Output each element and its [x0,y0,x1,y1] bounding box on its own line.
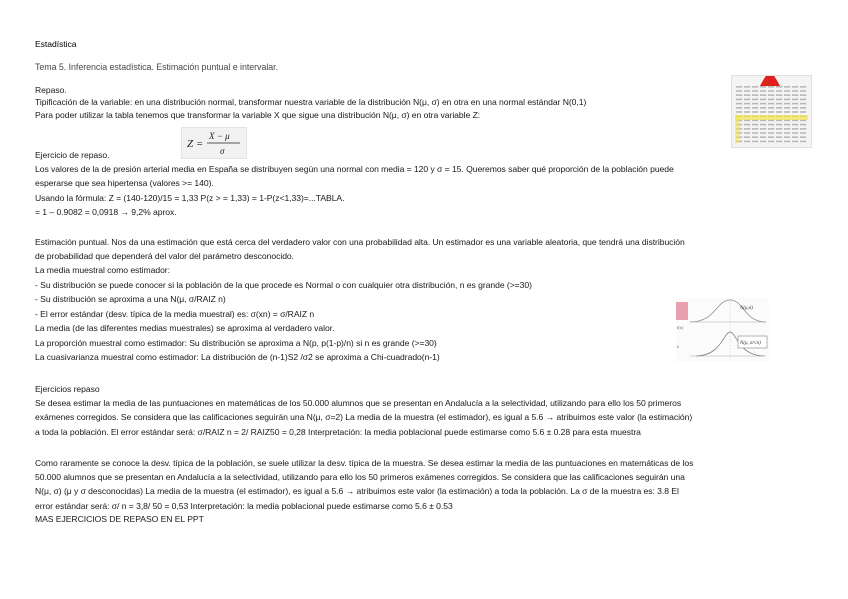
table-cell [800,90,806,92]
table-cell [784,132,790,134]
table-cell [784,107,790,109]
red-bar-icon [676,302,688,320]
exercise3-line-4: error estándar será: σ/ n = 3,8/ 50 = 0,53 Interpretación: la media poblacional puede estimarse como 5.6 ± 0.53 [35,501,453,511]
table-cell [792,94,798,96]
table-cell [800,94,806,96]
estimation-line-2: de probabilidad que dependerá del valor del parámetro desconocido. [35,251,294,261]
bell-label-box: N(μ, σ/√n) [740,341,761,346]
table-cell [776,132,782,134]
estimation-line-6: - El error estándar (desv. típica de la media muestral) es: σ(xn) = σ/RAIZ n [35,309,315,319]
table-cell [776,136,782,138]
table-cell [752,99,758,101]
exercise3-line-5: MAS EJERCICIOS DE REPASO EN EL PPT [35,514,204,524]
table-cell [784,86,790,88]
table-cell [744,132,750,134]
table-cell [784,90,790,92]
table-cell [744,136,750,138]
review-line-2: Para poder utilizar la tabla tenemos que transformar la variable X que sigue una distribución N(μ, σ) en otra variable Z: [35,110,481,120]
table-cell [752,107,758,109]
table-cell [736,103,742,105]
table-cell [776,111,782,113]
table-cell [752,141,758,143]
table-cell [760,132,766,134]
table-cell [800,128,806,130]
table-cell [760,111,766,113]
table-cell [752,128,758,130]
table-cell [768,86,774,88]
table-cell [768,90,774,92]
table-cell [768,107,774,109]
exercise3-line-2: 50.000 alumnos que se presentan en Andalucía a la selectividad, utilizando para ello los 50 primeros exámenes corregidos. Se considera que las calificaciones seguirán una [35,472,685,482]
table-cell [768,128,774,130]
table-cell [752,111,758,113]
table-cell [800,141,806,143]
table-cell [792,90,798,92]
estimation-line-4: - Su distribución se puede conocer si la población de la que procede es Normal o con cualquier otra distribución, n es grande (>=30) [35,280,532,290]
standardization-formula [181,127,247,159]
table-cell [752,103,758,105]
table-cell [784,111,790,113]
table-cell [792,132,798,134]
table-cell [792,99,798,101]
exercises2-line-2: exámenes corregidos. Se considera que las calificaciones seguirán una N(μ, σ=2) La media de la muestra (el estimador), es igual a 5.6 → atribuimos este valor (la estimación) [35,412,693,422]
table-peak-icon [760,76,780,86]
exercises2-line-3: a toda la población. El error estándar será: σ/RAIZ n = 2/ RAIZ50 = 0,28 Interpretación: la media poblacional puede estimarse como 5.6 ± 0.28 para esta muestra [35,427,641,437]
estimation-line-1: Estimación puntual. Nos da una estimación que está cerca del verdadero valor con una probabilidad alta. Un estimador es una variable aleatoria, que tendrá una distribución [35,237,685,247]
sampling-distribution-image [676,298,769,362]
table-cell [744,90,750,92]
table-cell [744,124,750,126]
table-cell [744,111,750,113]
table-cell [792,128,798,130]
table-cell [768,132,774,134]
table-cell [800,136,806,138]
table-cell [744,86,750,88]
table-cell [744,128,750,130]
table-cell [768,103,774,105]
table-cell [776,90,782,92]
table-cell [760,128,766,130]
table-cell [768,136,774,138]
table-cell [752,86,758,88]
table-cell [792,103,798,105]
table-cell [792,86,798,88]
estimation-line-5: - Su distribución se aproxima a una N(μ, σ/RAIZ n) [35,294,226,304]
table-cell [776,128,782,130]
estimation-line-8: La proporción muestral como estimador: Su distribución se aproxima a N(p, p(1-p)/n) si n es grande (>=30) [35,338,437,348]
estimation-line-3: La media muestral como estimador: [35,265,170,275]
table-cell [744,103,750,105]
table-cell [768,141,774,143]
bell-label-top: N(μ,σ) [740,306,753,311]
exercise1-line-1: Los valores de la de presión arterial media en España se distribuyen según una normal con media = 120 y σ = 15. Queremos saber qué proporción de la población puede [35,164,674,174]
table-cell [736,94,742,96]
table-cell [800,111,806,113]
table-cell [784,94,790,96]
table-cell [760,90,766,92]
estimation-line-9: La cuasivarianza muestral como estimador: La distribución de (n-1)S2 /σ2 se aproxima a Chi-cuadrado(n-1) [35,352,440,362]
table-cell [736,90,742,92]
table-cell [776,86,782,88]
table-cell [800,107,806,109]
population-curve [690,300,766,322]
table-cell [760,103,766,105]
table-highlight-col [735,115,740,143]
table-cell [776,94,782,96]
table-cell [752,136,758,138]
table-cell [776,103,782,105]
table-cell [800,99,806,101]
table-cell [776,107,782,109]
table-cell [776,124,782,126]
bell-axis-bottom: x̄ [677,344,679,349]
exercise1-line-4: = 1 – 0.9082 = 0,0918 → 9,2% aprox. [35,207,177,217]
table-highlight-row [735,115,808,120]
table-cell [792,111,798,113]
exercise1-heading: Ejercicio de repaso. [35,150,110,160]
table-cell [744,99,750,101]
table-cell [784,141,790,143]
table-cell [760,141,766,143]
table-cell [736,86,742,88]
exercise1-line-2: esperarse que sea hipertensa (valores >= 140). [35,178,214,188]
table-cell [760,136,766,138]
formula-numerator: X − μ [209,131,230,141]
formula-denominator: σ [220,146,225,156]
table-cell [784,128,790,130]
table-cell [792,136,798,138]
table-cell [760,94,766,96]
exercise3-line-3: N(μ, σ) (μ y σ desconocidas) La media de la muestra (el estimador), es igual a 5.6 → atribuimos este valor (la estimación) a toda la población. La σ de la muestra es: 3.8 El [35,486,679,496]
table-cell [736,99,742,101]
topic-title: Tema 5. Inferencia estadística. Estimación puntual e intervalar. [35,62,278,72]
review-line-1: Tipificación de la variable: en una distribución normal, transformar nuestra variable de la distribución N(μ, σ) en otra en una normal estándar N(0,1) [35,97,587,107]
table-cell [768,124,774,126]
table-cell [744,141,750,143]
table-cell [744,107,750,109]
table-cell [760,99,766,101]
exercise1-line-3: Usando la fórmula: Z = (140-120)/15 = 1,33 P(z > = 1,33) = 1-P(z<1,33)=...TABLA. [35,193,345,203]
table-cell [768,94,774,96]
table-cell [784,99,790,101]
exercise3-line-1: Como raramente se conoce la desv. típica de la población, se suele utilizar la desv. típica de la muestra. Se desea estimar la media de las puntuaciones en matemáticas de los [35,458,694,468]
table-cell [800,124,806,126]
table-cell [752,94,758,96]
formula-lhs: Z = [187,138,204,150]
table-cell [760,86,766,88]
table-cell [768,111,774,113]
table-cell [768,99,774,101]
table-cell [784,124,790,126]
table-cell [744,94,750,96]
table-cell [784,136,790,138]
table-cell [800,132,806,134]
table-cell [736,107,742,109]
table-cell [760,107,766,109]
estimation-line-7: La media (de las diferentes medias muestrales) se aproxima al verdadero valor. [35,323,335,333]
table-cell [800,86,806,88]
table-cell [760,124,766,126]
table-cell [792,141,798,143]
exercises2-heading: Ejercicios repaso [35,384,100,394]
table-cell [736,111,742,113]
course-title: Estadística [35,39,77,49]
table-cell [784,103,790,105]
table-cell [752,90,758,92]
table-cell [800,103,806,105]
exercises2-line-1: Se desea estimar la media de las puntuaciones en matemáticas de los 50.000 alumnos que se presentan en Andalucía a la selectividad, utilizando para ello los 50 primeros [35,398,682,408]
table-cell [792,124,798,126]
table-cell [776,99,782,101]
table-cell [776,141,782,143]
review-heading: Repaso. [35,85,67,95]
table-cell [792,107,798,109]
table-cell [752,132,758,134]
table-cell [752,124,758,126]
normal-table-image [731,75,812,148]
bell-axis-top: f(x) [677,325,683,330]
